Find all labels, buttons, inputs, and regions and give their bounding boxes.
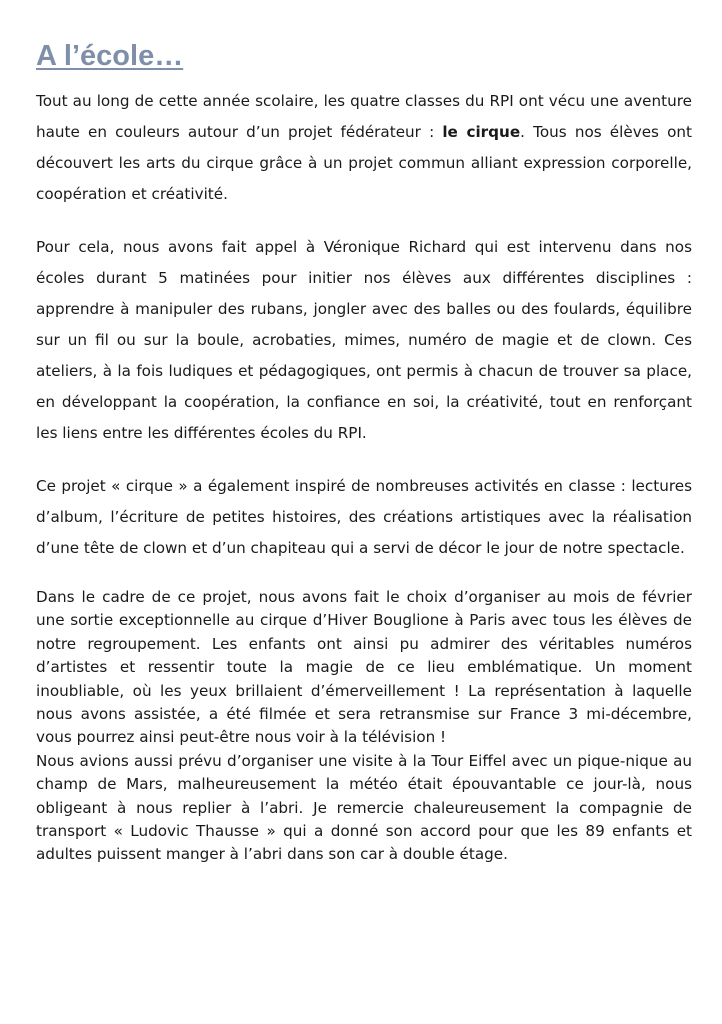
paragraph-workshops: Pour cela, nous avons fait appel à Véronique Richard qui est intervenu dans nos écoles durant 5 matinées pour initier nos élèves aux différentes disciplines : apprendre à manipuler des rubans, jongler avec des balles ou des foulards, équilibre sur un fil ou sur la boule, acrobaties, mimes, numéro de magie et de clown. Ces ateliers, à la fois ludiques et pédagogiques, ont permis à chacun de trouver sa place, en développant la coopération, la confiance en soi, la créativité, tout en renforçant les liens entre les différentes écoles du RPI. — [36, 238, 692, 442]
paragraph-circus-outing: Dans le cadre de ce projet, nous avons fait le choix d’organiser au mois de février une sortie exceptionnelle au cirque d’Hiver Bouglione à Paris avec tous les élèves de notre regroupement. Les enfants ont ainsi pu admirer des véritables numéros d’artistes et ressentir toute la magie de ce lieu emblématique. Un moment inoubliable, où les yeux brillaient d’émerveillement ! La représentation à laquelle nous avons assistée, a été filmée et sera retransmise sur France 3 mi-décembre, vous pourrez ainsi peut-être nous voir à la télévision ! — [36, 588, 692, 747]
paragraph-intro-highlight: le cirque — [442, 123, 521, 141]
paragraph-intro-start: Tout au long de cette année scolaire, les quatre classes du RPI ont vécu une aventure haute en couleurs autour d’un projet fédérateur : — [36, 92, 692, 141]
paragraph-intro — [36, 86, 692, 210]
page-title: A l’école… — [36, 40, 184, 72]
document-page — [36, 34, 692, 867]
paragraph-eiffel-tower: Nous avions aussi prévu d’organiser une visite à la Tour Eiffel avec un pique-nique au champ de Mars, malheureusement la météo était épouvantable ce jour-là, nous obligeant à nous replier à l’abri. Je remercie chaleureusement la compagnie de transport « Ludovic Thausse » qui a donné son accord pour que les 89 enfants et adultes puissent manger à l’abri dans son car à double étage. — [36, 751, 692, 864]
paragraph-intro-end: . Tous nos élèves ont découvert les arts du cirque grâce à un projet commun alliant expression corporelle, coopération et créativité. — [36, 123, 692, 203]
paragraph-class-activities: Ce projet « cirque » a également inspiré de nombreuses activités en classe : lectures d’album, l’écriture de petites histoires, des créations artistiques avec la réalisation d’une tête de clown et d’un chapiteau qui a servi de décor le jour de notre spectacle. — [36, 477, 692, 557]
